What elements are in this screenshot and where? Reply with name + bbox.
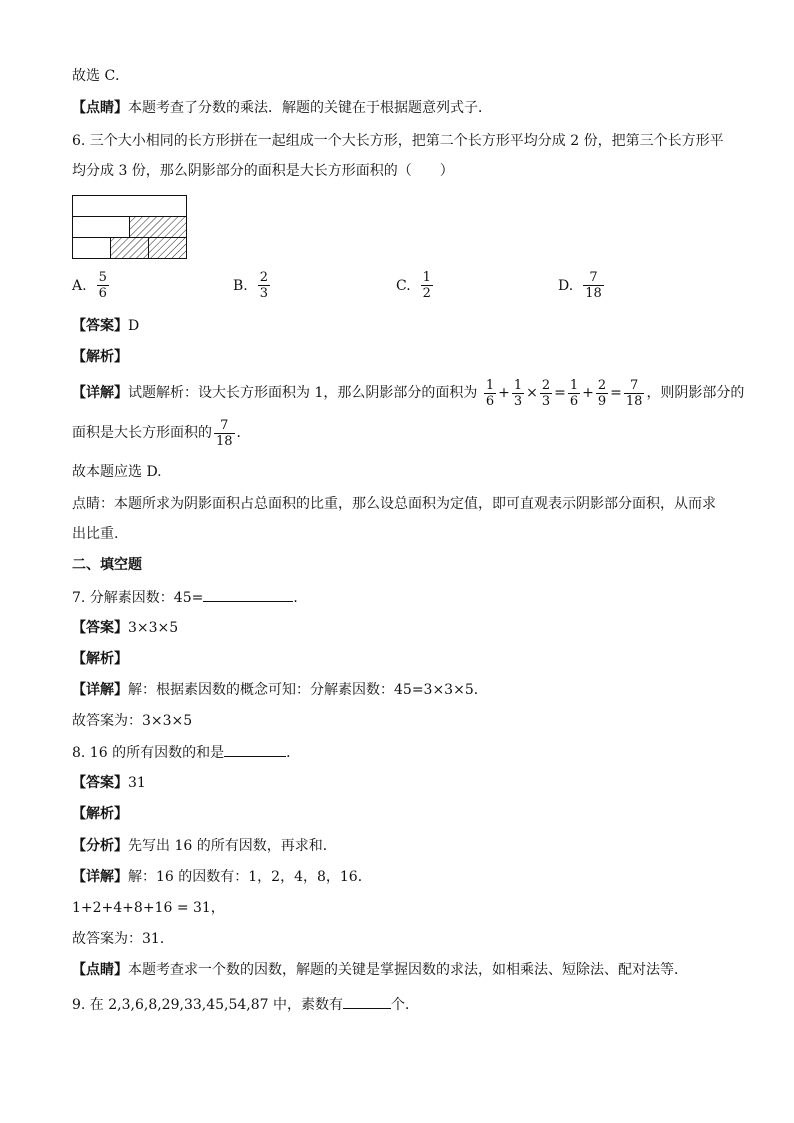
q7-detail-text: 解：根据素因数的概念可知：分解素因数：45=3×3×5． [128, 682, 488, 698]
plus-sign: + [498, 385, 510, 401]
q8-review-text: 本题考查求一个数的因数，解题的关键是掌握因数的求法，如相乘法、短除法、配对法等． [128, 962, 688, 978]
q8-analyze-line [72, 836, 337, 856]
q8-stem-text: 8. 16 的所有因数的和是 [72, 745, 225, 761]
q8-review-line [72, 960, 688, 980]
q7-answer-tag: 【答案】 [72, 620, 128, 636]
q9-stem [72, 994, 419, 1015]
q8-detail-line [72, 867, 372, 887]
q8-answer-value: 31 [128, 775, 146, 791]
detail-end: ． [236, 425, 251, 441]
q9-stem-end: 个． [391, 997, 420, 1013]
fraction-1-3: $\frac{1}{3}$ [513, 377, 523, 409]
answer-value: D [128, 318, 140, 334]
review-line [72, 98, 492, 118]
q8-analyze-tag: 【分析】 [72, 838, 128, 854]
fraction-7-18: $\frac{7}{18}$ [625, 377, 643, 409]
q7-answer-blank[interactable] [203, 587, 293, 602]
q6-answer-line [72, 316, 139, 336]
q7-stem [72, 587, 307, 608]
q9-answer-blank[interactable] [343, 994, 391, 1009]
third-rect-left [73, 238, 111, 259]
fraction-7-18-b: $\frac{7}{18}$ [216, 417, 233, 449]
q7-detail-tag: 【详解】 [72, 682, 128, 698]
q8-detail-text: 解：16 的因数有：1，2，4，8，16． [128, 869, 372, 885]
second-rect-shaded [130, 217, 187, 238]
third-rect-shaded-right [149, 238, 187, 259]
q8-stem-end: ． [286, 745, 301, 761]
q8-answer-tag: 【答案】 [72, 775, 128, 791]
third-rect-shaded-middle [111, 238, 149, 259]
fraction-2-3: $\frac{2}{3}$ [541, 377, 551, 409]
q7-detail-line [72, 680, 488, 700]
review-tag: 【点睛】 [72, 100, 128, 116]
q6-note-line2: 出比重. [72, 526, 119, 542]
q8-analyze-text: 先写出 16 的所有因数，再求和． [128, 838, 337, 854]
review-text: 本题考查了分数的乘法．解题的关键在于根据题意列式子． [128, 100, 492, 116]
q8-answer-line [72, 773, 146, 793]
fraction-1-6: $\frac{1}{6}$ [485, 377, 495, 409]
option-c-fraction: $\frac{1}{2}$ [422, 270, 431, 301]
q7-stem-text: 7. 分解素因数：45= [72, 590, 204, 606]
q8-stem [72, 742, 300, 763]
option-a [72, 270, 111, 301]
q7-answer-value: 3×3×5 [128, 620, 179, 636]
option-a-label: A. [72, 277, 87, 294]
q8-result: 故答案为：31． [72, 931, 174, 947]
fraction-1-6-b: $\frac{1}{6}$ [569, 377, 579, 409]
q8-analysis-tag: 【解析】 [72, 806, 128, 822]
option-b [233, 270, 272, 301]
q6-detail-line2 [72, 416, 251, 450]
q6-conclusion: 故本题应选 D. [72, 464, 162, 480]
option-d-label: D. [558, 277, 574, 294]
q8-answer-blank[interactable] [224, 742, 286, 757]
option-c [396, 270, 435, 301]
plus-sign-2: + [582, 385, 594, 401]
answer-tag: 【答案】 [72, 318, 128, 334]
rectangle-figure [72, 195, 188, 261]
q7-result: 故答案为：3×3×5 [72, 713, 193, 729]
choose-c-line: 故选 C． [72, 68, 130, 84]
first-rectangle [73, 196, 187, 217]
detail-post: ，则阴影部分的 [646, 385, 745, 401]
option-b-fraction: $\frac{2}{3}$ [259, 270, 269, 301]
option-c-label: C. [396, 277, 411, 294]
q6-detail-line [72, 376, 744, 410]
option-b-label: B. [233, 277, 248, 294]
detail-pre: 试题解析：设大长方形面积为 1，那么阴影部分的面积为 [128, 385, 478, 401]
q7-answer-line [72, 618, 178, 638]
q6-analysis-tag: 【解析】 [72, 349, 128, 365]
q6-stem-line2: 均分成 3 份，那么阴影部分的面积是大长方形面积的（ ） [72, 163, 454, 179]
second-rect-left [73, 217, 130, 238]
fraction-2-9: $\frac{2}{9}$ [597, 377, 607, 409]
q7-analysis-tag: 【解析】 [72, 651, 128, 667]
q6-note-line1: 点睛：本题所求为阴影面积占总面积的比重，那么设总面积为定值，即可直观表示阴影部分面积，从而求 [72, 496, 716, 512]
option-d-fraction: $\frac{7}{18}$ [585, 270, 602, 301]
q8-review-tag: 【点睛】 [72, 962, 128, 978]
equals-sign-2: = [610, 385, 622, 401]
times-sign: × [526, 385, 538, 401]
q8-sum: 1+2+4+8+16 = 31， [72, 900, 225, 916]
detail-tag: 【详解】 [72, 385, 128, 401]
option-d [558, 270, 606, 301]
q7-stem-end: ． [293, 590, 308, 606]
detail-line2-text: 面积是大长方形面积的 [72, 425, 212, 441]
section-title: 二、填空题 [72, 557, 142, 573]
q6-stem-line1: 6. 三个大小相同的长方形拼在一起组成一个大长方形，把第二个长方形平均分成 2 份，把第三个长方形平 [72, 133, 724, 149]
q9-stem-text: 9. 在 2,3,6,8,29,33,45,54,87 中，素数有 [72, 997, 344, 1013]
equals-sign: = [554, 385, 566, 401]
q8-detail-tag: 【详解】 [72, 869, 128, 885]
option-a-fraction: $\frac{5}{6}$ [98, 270, 107, 301]
